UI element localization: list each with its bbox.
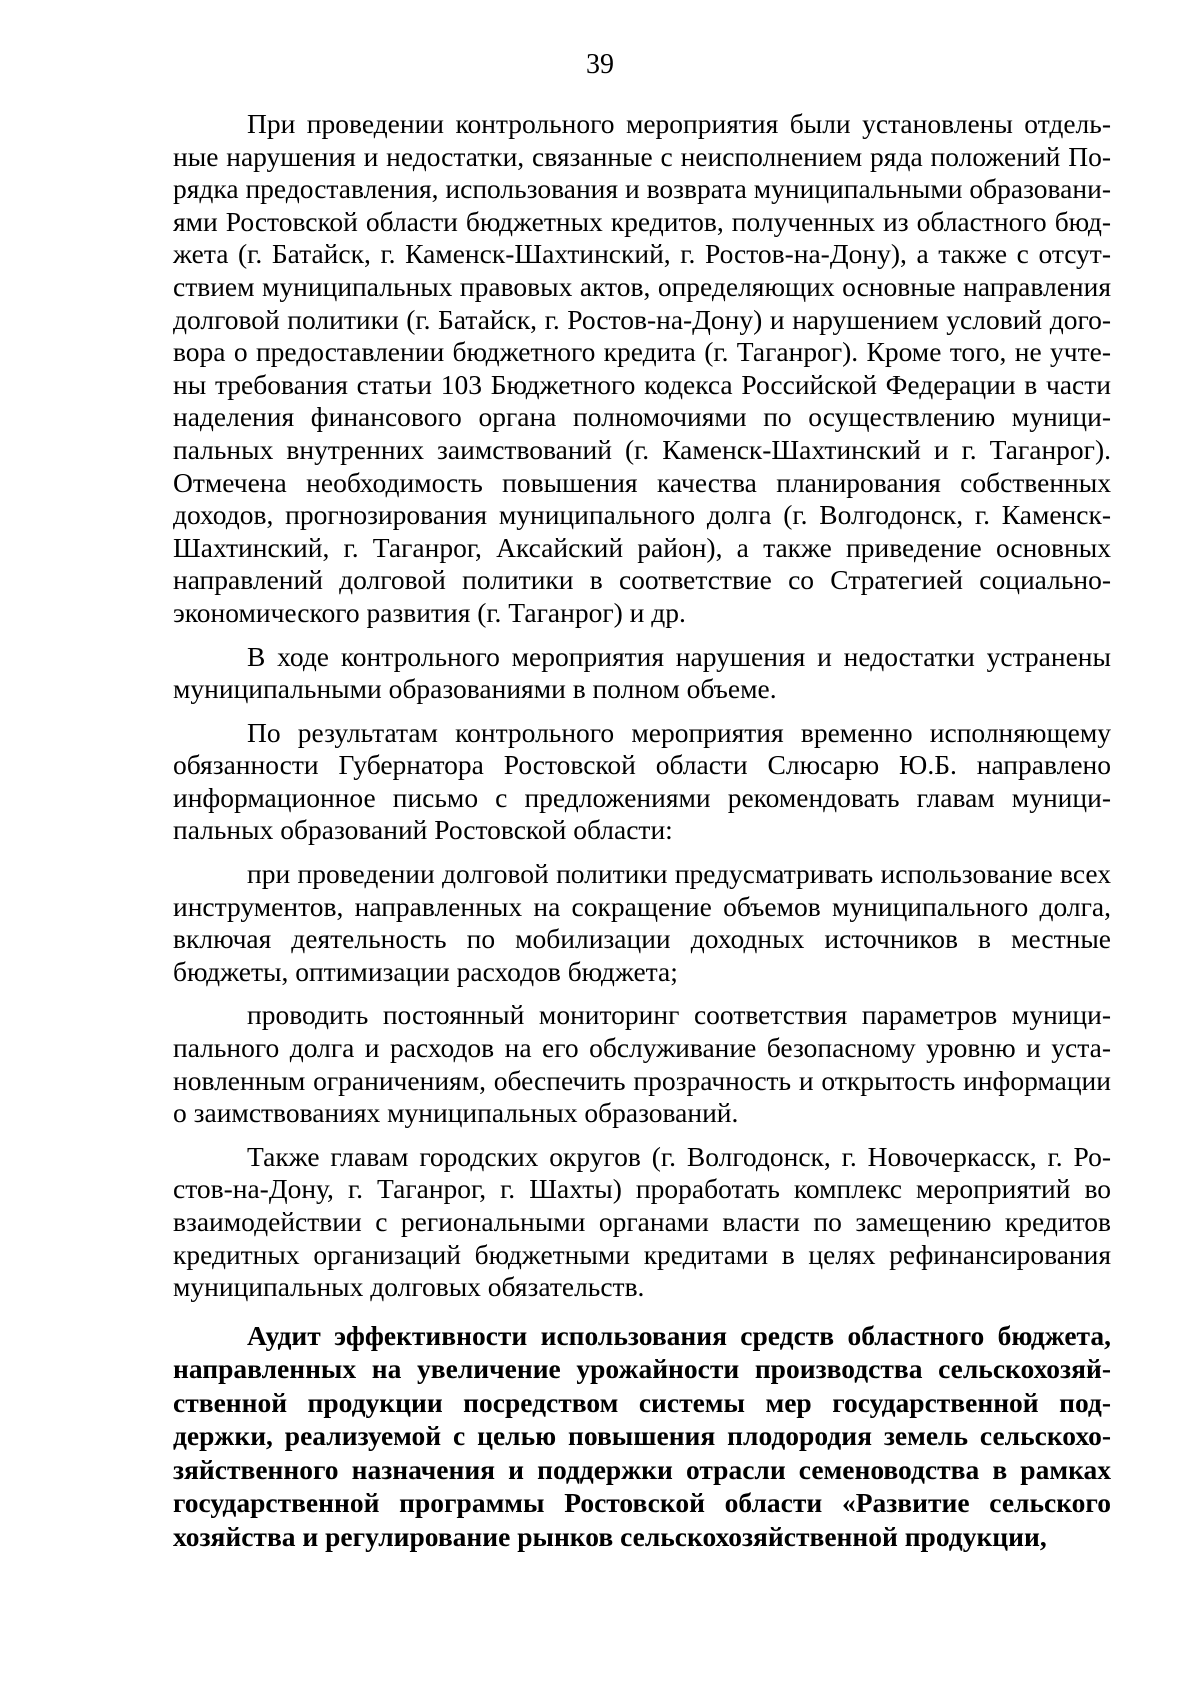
section-heading-audit-agriculture: Аудит эффективности использования средств областного бюджета, направленных на увеличение урожайности производства сельскохозяйственной продукции посредством системы мер государственной поддержки, реализуемой с целью повышения плодородия земель сельскохозяйственного назначения и поддержки отрасли семеноводства в рамках государственной программы Ростовской области «Развитие сельского хозяйства и регулирование рынков сельскохозяйственной продукции,: [173, 1319, 1111, 1552]
paragraph-recommendation-monitoring: проводить постоянный мониторинг соответствия параметров муниципального долга и расходов на его обслуживание безопасному уровню и установленным ограничениям, обеспечить прозрачность и открытость информации о заимствованиях муниципальных образований.: [173, 999, 1111, 1129]
paragraph-audit-findings: При проведении контрольного мероприятия были установлены отдельные нарушения и недостатки, связанные с неисполнением ряда положений Порядка предоставления, использования и возврата муниципальными образованиями Ростовской области бюджетных кредитов, полученных из областного бюджета (г. Батайск, г. Каменск-Шахтинский, г. Ростов-на-Дону), а также с отсутствием муниципальных правовых актов, определяющих основные направления долговой политики (г. Батайск, г. Ростов-на-Дону) и нарушением условий договора о предоставлении бюджетного кредита (г. Таганрог). Кроме того, не учтены требования статьи 103 Бюджетного кодекса Российской Федерации в части наделения финансового органа полномочиями по осуществлению муниципальных внутренних заимствований (г. Каменск-Шахтинский и г. Таганрог). Отмечена необходимость повышения качества планирования собственных доходов, прогнозирования муниципального долга (г. Волгодонск, г. Каменск-Шахтинский, г. Таганрог, Аксайский район), а также приведение основных направлений долговой политики в соответствие со Стратегией социально-экономического развития (г. Таганрог) и др.: [173, 108, 1111, 628]
paragraph-recommendation-debt-policy: при проведении долговой политики предусматривать использование всех инструментов, направленных на сокращение объемов муниципального долга, включая деятельность по мобилизации доходных источников в местные бюджеты, оптимизации расходов бюджета;: [173, 858, 1111, 987]
paragraph-violations-eliminated: В ходе контрольного мероприятия нарушения и недостатки устранены муниципальными образованиями в полном объеме.: [173, 640, 1111, 705]
document-body: [173, 108, 1111, 1553]
paragraph-city-districts: Также главам городских округов (г. Волгодонск, г. Новочеркасск, г. Ростов-на-Дону, г. Таганрог, г. Шахты) проработать комплекс мероприятий во взаимодействии с региональными органами власти по замещению кредитов кредитных организаций бюджетными кредитами в целях рефинансирования муниципальных долговых обязательств.: [173, 1140, 1111, 1303]
paragraph-information-letter: По результатам контрольного мероприятия временно исполняющему обязанности Губернатора Ростовской области Слюсарю Ю.Б. направлено информационное письмо с предложениями рекомендовать главам муниципальных образований Ростовской области:: [173, 716, 1111, 846]
page-number: 39: [586, 49, 614, 80]
